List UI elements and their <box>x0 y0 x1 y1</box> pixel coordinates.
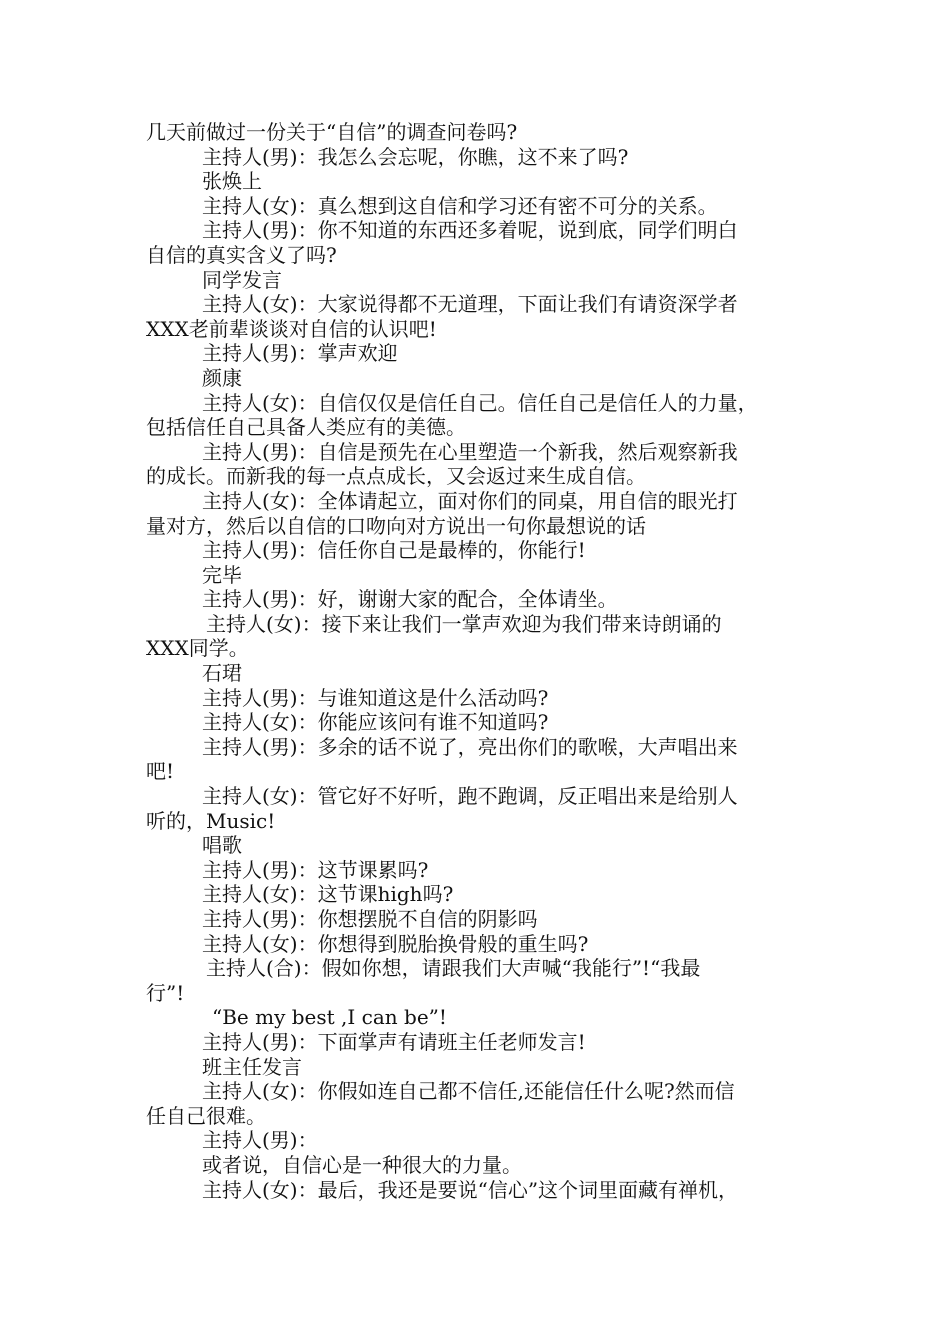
text-line: 颜康 <box>202 365 242 390</box>
text-line: 主持人(男)：好，谢谢大家的配合，全体请坐。 <box>202 587 618 612</box>
text-line: 自信的真实含义了吗? <box>146 242 337 267</box>
text-line: 同学发言 <box>202 267 282 292</box>
text-line: 主持人(女)：你想得到脱胎换骨般的重生吗? <box>202 931 589 956</box>
text-line: 主持人(合)：假如你想，请跟我们大声喊“我能行”!“我最 <box>206 956 701 981</box>
text-line: XXX同学。 <box>146 636 249 661</box>
text-line: 张焕上 <box>202 169 262 194</box>
text-line: 主持人(男)：信任你自己是最棒的，你能行! <box>202 538 586 563</box>
text-line: 主持人(男)：你不知道的东西还多着呢，说到底，同学们明白 <box>202 218 738 243</box>
text-line: 主持人(女)：这节课high吗? <box>202 882 454 907</box>
text-line: 行”! <box>146 980 185 1005</box>
document-body <box>146 120 816 1202</box>
text-line: 任自己很难。 <box>146 1103 266 1128</box>
text-line: 主持人(女)：管它好不好听，跑不跑调，反正唱出来是给别人 <box>202 784 738 809</box>
text-line: 主持人(男)：与谁知道这是什么活动吗? <box>202 685 549 710</box>
text-line: 主持人(男)：多余的话不说了，亮出你们的歌喉，大声唱出来 <box>202 734 738 759</box>
text-line: 石珺 <box>202 661 242 686</box>
text-line: 主持人(男)：下面掌声有请班主任老师发言! <box>202 1029 586 1054</box>
text-line: 主持人(男)：你想摆脱不自信的阴影吗 <box>202 907 538 931</box>
text-line: 主持人(女)：你假如连自己都不信任,还能信任什么呢?然而信 <box>202 1079 735 1104</box>
text-line: 主持人(男)：自信是预先在心里塑造一个新我，然后观察新我 <box>202 439 738 464</box>
text-line: 包括信任自己具备人类应有的美德。 <box>146 415 466 440</box>
text-line: 主持人(女)：真么想到这自信和学习还有密不可分的关系。 <box>202 193 718 218</box>
text-line: 唱歌 <box>202 833 242 858</box>
text-line: 完毕 <box>202 562 242 587</box>
text-line: 主持人(女)：大家说得都不无道理，下面让我们有请资深学者 <box>202 292 738 317</box>
text-line: XXX老前辈谈谈对自信的认识吧! <box>146 316 437 341</box>
text-line: 班主任发言 <box>202 1054 302 1079</box>
text-line: 几天前做过一份关于“自信”的调查问卷吗? <box>146 120 518 144</box>
text-line: 的成长。而新我的每一点点成长，又会返过来生成自信。 <box>146 464 646 489</box>
text-line: 吧! <box>146 759 175 784</box>
text-line: 主持人(女)：全体请起立，面对你们的同桌，用自信的眼光打 <box>202 488 738 513</box>
text-line: 主持人(男)： <box>202 1128 318 1153</box>
text-line: 主持人(女)：最后，我还是要说“信心”这个词里面藏有禅机， <box>202 1177 739 1202</box>
text-line: 听的，Music! <box>146 808 276 833</box>
text-line: 主持人(女)：接下来让我们一掌声欢迎为我们带来诗朗诵的 <box>206 611 722 636</box>
text-line: 或者说，自信心是一种很大的力量。 <box>202 1152 522 1177</box>
text-line: 主持人(男)：我怎么会忘呢，你瞧，这不来了吗? <box>202 144 629 169</box>
text-line: 量对方，然后以自信的口吻向对方说出一句你最想说的话 <box>146 513 646 538</box>
text-line: “Be my best ,I can be”! <box>212 1005 447 1030</box>
text-line: 主持人(男)：这节课累吗? <box>202 857 429 882</box>
text-line: 主持人(女)：自信仅仅是信任自己。信任自己是信任人的力量， <box>202 390 758 415</box>
text-line: 主持人(男)：掌声欢迎 <box>202 341 398 366</box>
text-line: 主持人(女)：你能应该问有谁不知道吗? <box>202 710 549 735</box>
